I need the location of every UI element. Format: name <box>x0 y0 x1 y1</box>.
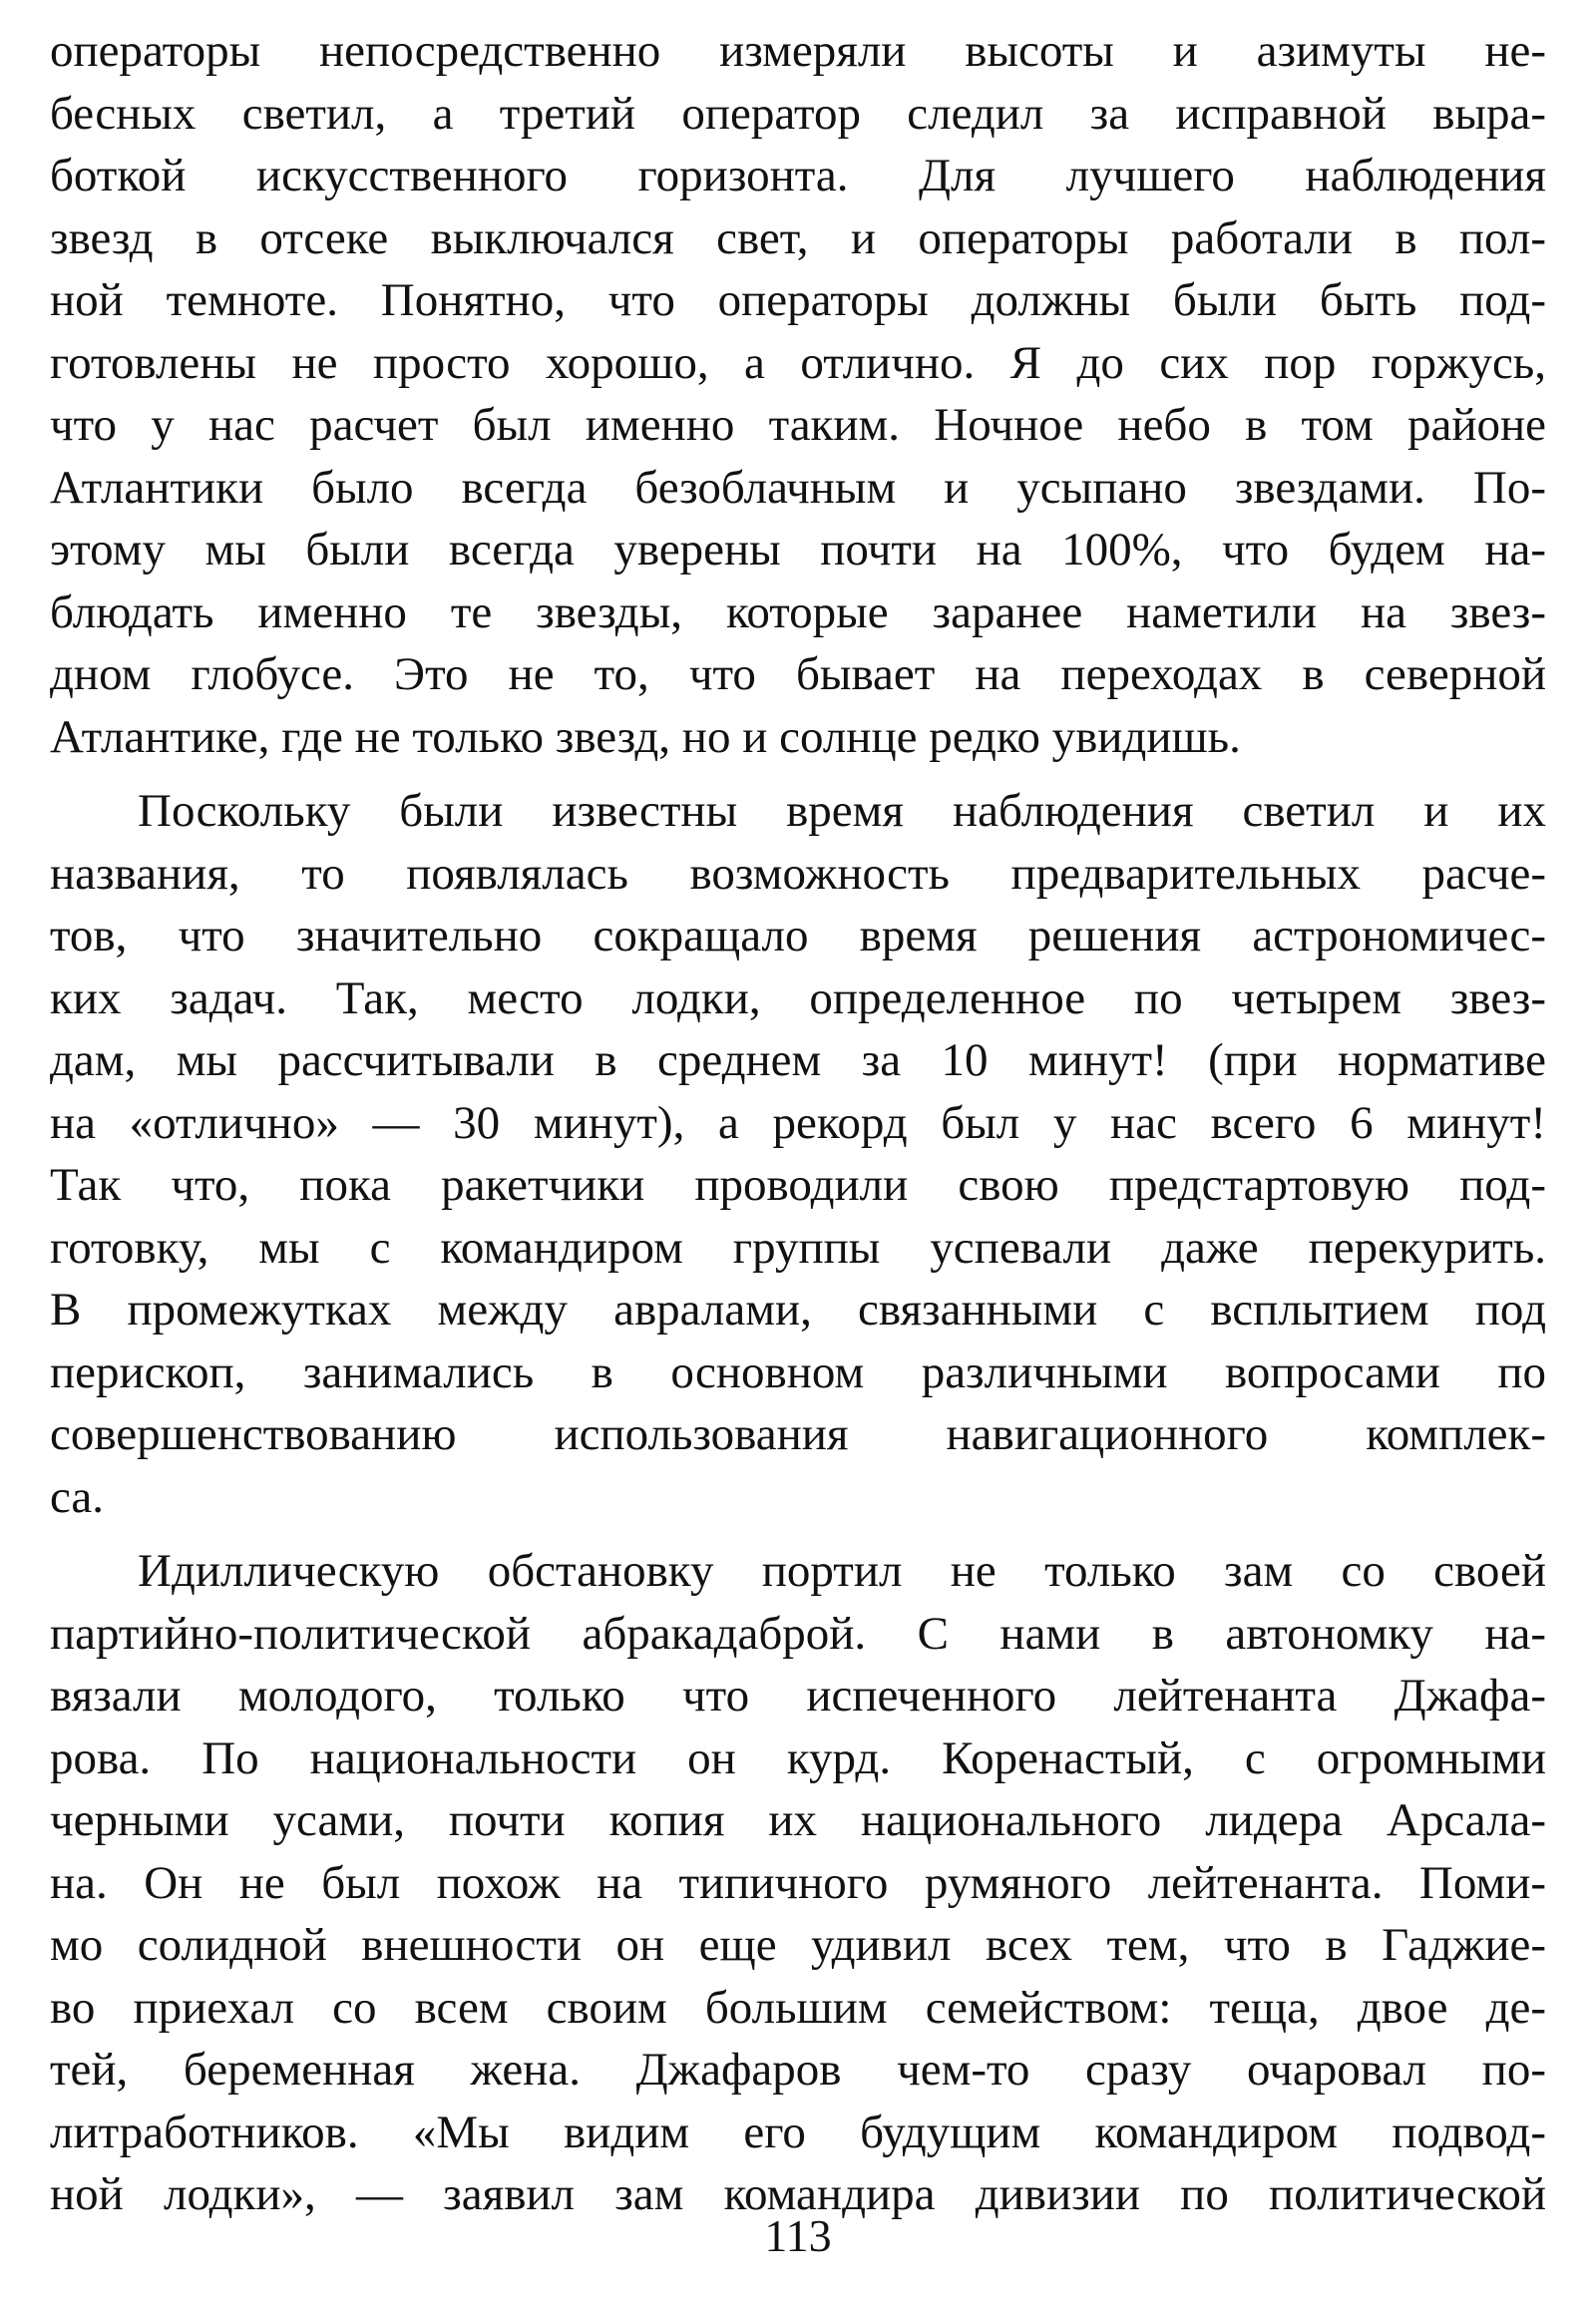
page-number: 113 <box>764 2210 832 2261</box>
text-line: во приехал со всем своим большим семейством: теща, двое де- <box>50 1981 1546 2034</box>
text-line: черными усами, почти копия их национального лидера Арсала- <box>50 1794 1546 1846</box>
text-line: мо солидной внешности он еще удивил всех тем, что в Гаджие- <box>50 1919 1546 1971</box>
text-line: В промежутках между авралами, связанными с всплытием под <box>50 1284 1546 1336</box>
page-body <box>50 20 1546 2226</box>
text-line: Так что, пока ракетчики проводили свою предстартовую под- <box>50 1159 1546 1211</box>
text-line: дам, мы рассчитывали в среднем за 10 минут! (при нормативе <box>50 1034 1546 1086</box>
text-line: партийно-политической абракадаброй. С нами в автономку на- <box>50 1607 1546 1660</box>
text-line: бесных светил, а третий оператор следил за исправной выра- <box>50 87 1546 140</box>
text-line: совершенствованию использования навигационного комплек- <box>50 1408 1546 1460</box>
text-line: Поскольку были известны время наблюдения светил и их <box>138 785 1546 837</box>
text-line: рова. По национальности он курд. Коренастый, с огромными <box>50 1731 1546 1784</box>
text-line: литработников. «Мы видим его будущим командиром подвод- <box>50 2106 1546 2158</box>
text-line: ной темноте. Понятно, что операторы должны были быть под- <box>50 274 1546 326</box>
text-line: готовлены не просто хорошо, а отлично. Я до сих пор горжусь, <box>50 336 1546 389</box>
text-line: тей, беременная жена. Джафаров чем-то сразу очаровал по- <box>50 2044 1546 2096</box>
text-line: боткой искусственного горизонта. Для лучшего наблюдения <box>50 150 1546 201</box>
text-line: дном глобусе. Это не то, что бывает на переходах в северной <box>50 648 1546 700</box>
text-line: ной лодки», — заявил зам командира дивизии по политической <box>50 2168 1546 2220</box>
text-line: на. Он не был похож на типичного румяного лейтенанта. Поми- <box>50 1856 1546 1909</box>
text-line: операторы непосредственно измеряли высоты и азимуты не- <box>50 25 1546 77</box>
paragraph-1 <box>50 20 1546 768</box>
text-line: ких задач. Так, место лодки, определенное по четырем звез- <box>50 971 1546 1024</box>
text-line: названия, то появлялась возможность предварительных расче- <box>50 847 1546 900</box>
text-line: блюдать именно те звезды, которые заранее наметили на звез- <box>50 585 1546 638</box>
paragraph-2 <box>50 780 1546 1528</box>
text-line: са. <box>50 1470 105 1523</box>
text-line: звезд в отсеке выключался свет, и операторы работали в пол- <box>50 211 1546 264</box>
paragraph-3 <box>50 1540 1546 2226</box>
text-line: тов, что значительно сокращало время решения астрономичес- <box>50 910 1546 961</box>
text-line: готовку, мы с командиром группы успевали даже перекурить. <box>50 1221 1546 1274</box>
text-line: Идиллическую обстановку портил не только зам со своей <box>138 1545 1546 1597</box>
text-line: Атлантики было всегда безоблачным и усыпано звездами. По- <box>50 461 1546 514</box>
text-line: этому мы были всегда уверены почти на 100%, что будем на- <box>50 524 1546 575</box>
text-line: на «отлично» — 30 минут), а рекорд был у нас всего 6 минут! <box>50 1096 1546 1149</box>
text-line: перископ, занимались в основном различными вопросами по <box>50 1345 1546 1398</box>
text-line: что у нас расчет был именно таким. Ночное небо в том районе <box>50 399 1546 451</box>
text-line: Атлантике, где не только звезд, но и солнце редко увидишь. <box>50 710 1241 763</box>
text-line: вязали молодого, только что испеченного лейтенанта Джафа- <box>50 1670 1546 1722</box>
